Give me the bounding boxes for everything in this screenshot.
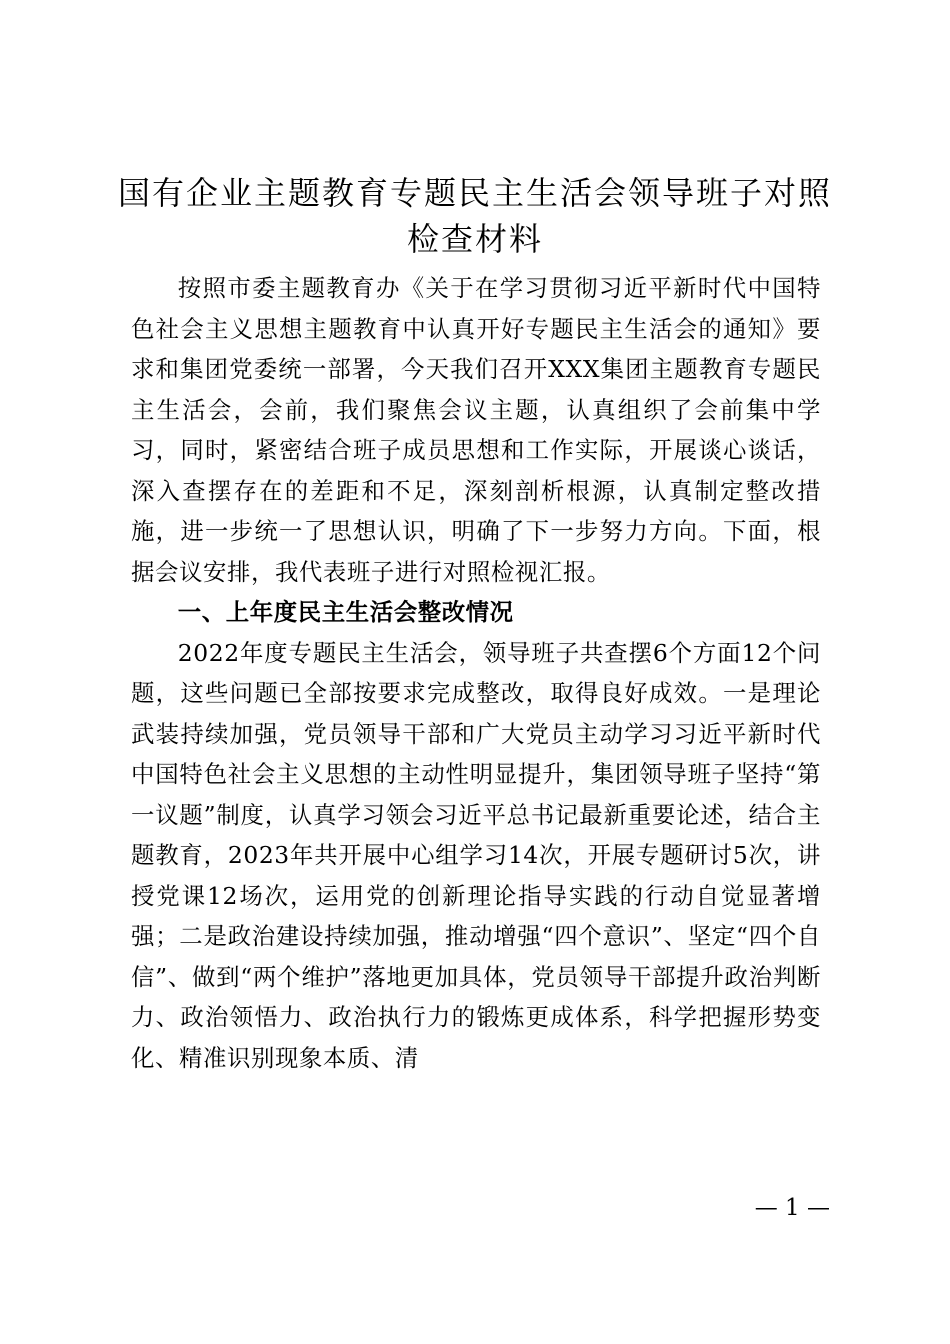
intro-paragraph: 按照市委主题教育办《关于在学习贯彻习近平新时代中国特色社会主义思想主题教育中认真开好专题民主生活会的通知》要求和集团党委统一部署，今天我们召开XXX集团主题教育专题民主生活会，会前，我们聚焦会议主题，认真组织了会前集中学习，同时，紧密结合班子成员思想和工作实际，开展谈心谈话，深入查摆存在的差距和不足，深刻剖析根源，认真制定整改措施，进一步统一了思想认识，明确了下一步努力方向。下面，根据会议安排，我代表班子进行对照检视汇报。 (131, 274, 821, 586)
document-body (131, 268, 821, 1078)
page-number: — 1 — (754, 1195, 830, 1221)
document-title: 国有企业主题教育专题民主生活会领导班子对照检查材料 (118, 174, 833, 258)
section-paragraph: 2022年度专题民主生活会，领导班子共查摆6个方面12个问题，这些问题已全部按要求完成整改，取得良好成效。一是理论武装持续加强，党员领导干部和广大党员主动学习习近平新时代中国特色社会主义思想的主动性明显提升，集团领导班子坚持“第一议题”制度，认真学习领会习近平总书记最新重要论述，结合主题教育，2023年共开展中心组学习14次，开展专题研讨5次，讲授党课12场次，运用党的创新理论指导实践的行动自觉显著增强；二是政治建设持续加强，推动增强“四个意识”、坚定“四个自信”、做到“两个维护”落地更加具体，党员领导干部提升政治判断力、政治领悟力、政治执行力的锻炼更成体系，科学把握形势变化、精准识别现象本质、清 (131, 638, 821, 1072)
section-heading: 一、上年度民主生活会整改情况 (177, 598, 514, 626)
